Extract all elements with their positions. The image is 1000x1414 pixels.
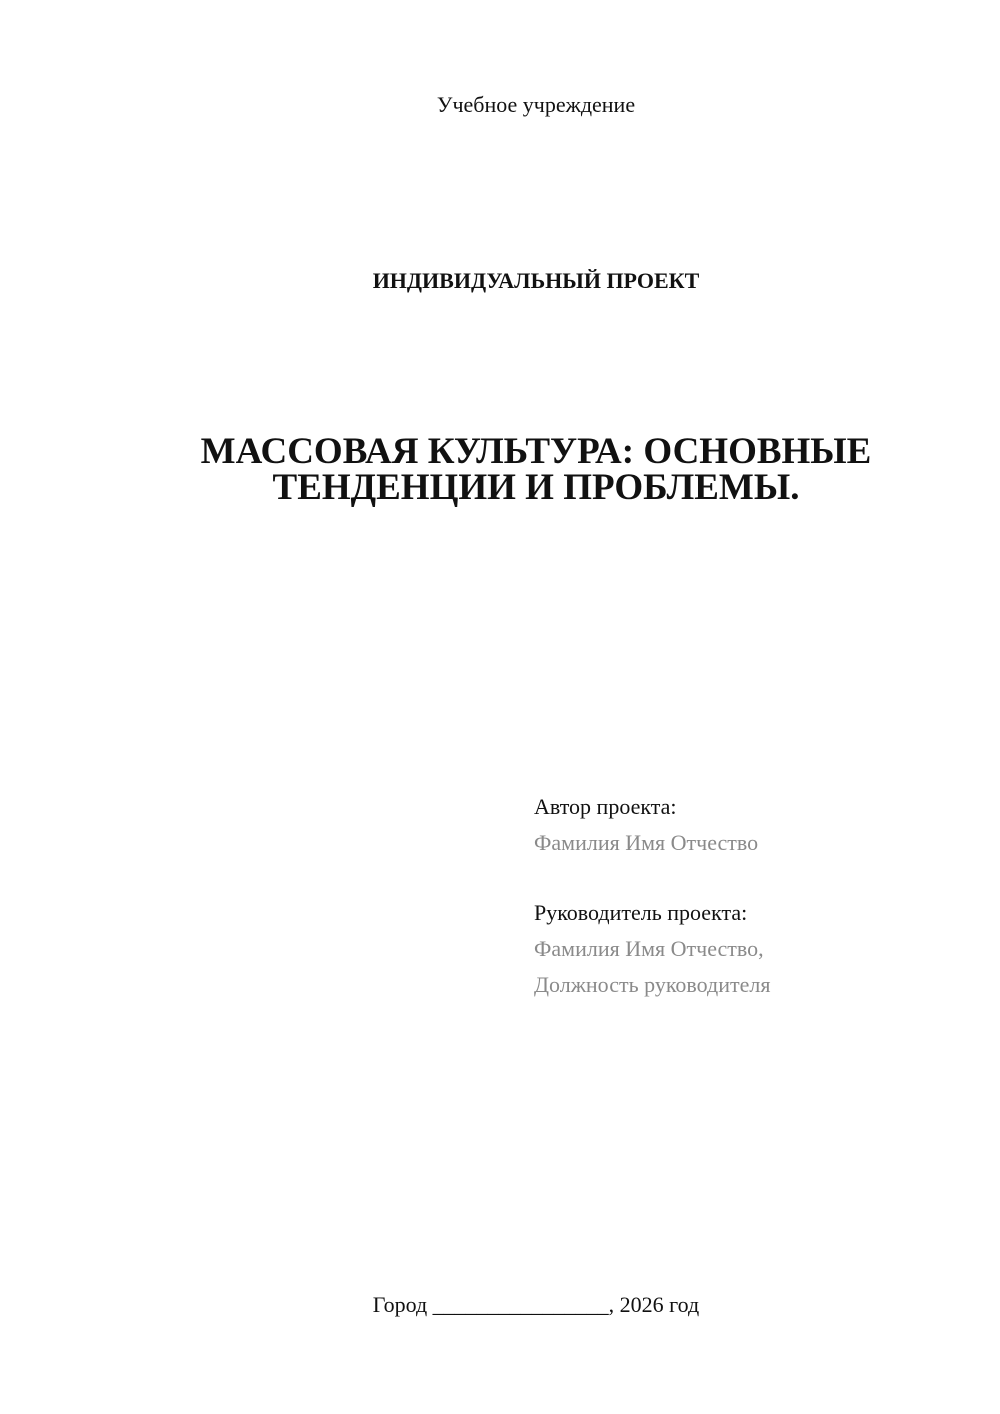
project-info	[534, 789, 974, 1003]
supervisor-label: Руководитель проекта:	[534, 900, 748, 925]
supervisor-name: Фамилия Имя Отчество,	[534, 936, 764, 961]
project-title-line-1: МАССОВАЯ КУЛЬТУРА: ОСНОВНЫЕ	[200, 431, 872, 472]
supervisor-position: Должность руководителя	[534, 972, 771, 997]
spacer	[534, 861, 974, 895]
document-type: ИНДИВИДУАЛЬНЫЙ ПРОЕКТ	[372, 268, 700, 293]
institution-name: Учебное учреждение	[436, 92, 636, 117]
city-year-line: Город ________________, 2026 год	[372, 1292, 700, 1317]
project-title	[0, 431, 1000, 508]
project-title-line-2: ТЕНДЕНЦИИ И ПРОБЛЕМЫ.	[272, 467, 800, 508]
author-label: Автор проекта:	[534, 794, 677, 819]
author-name: Фамилия Имя Отчество	[534, 830, 759, 855]
